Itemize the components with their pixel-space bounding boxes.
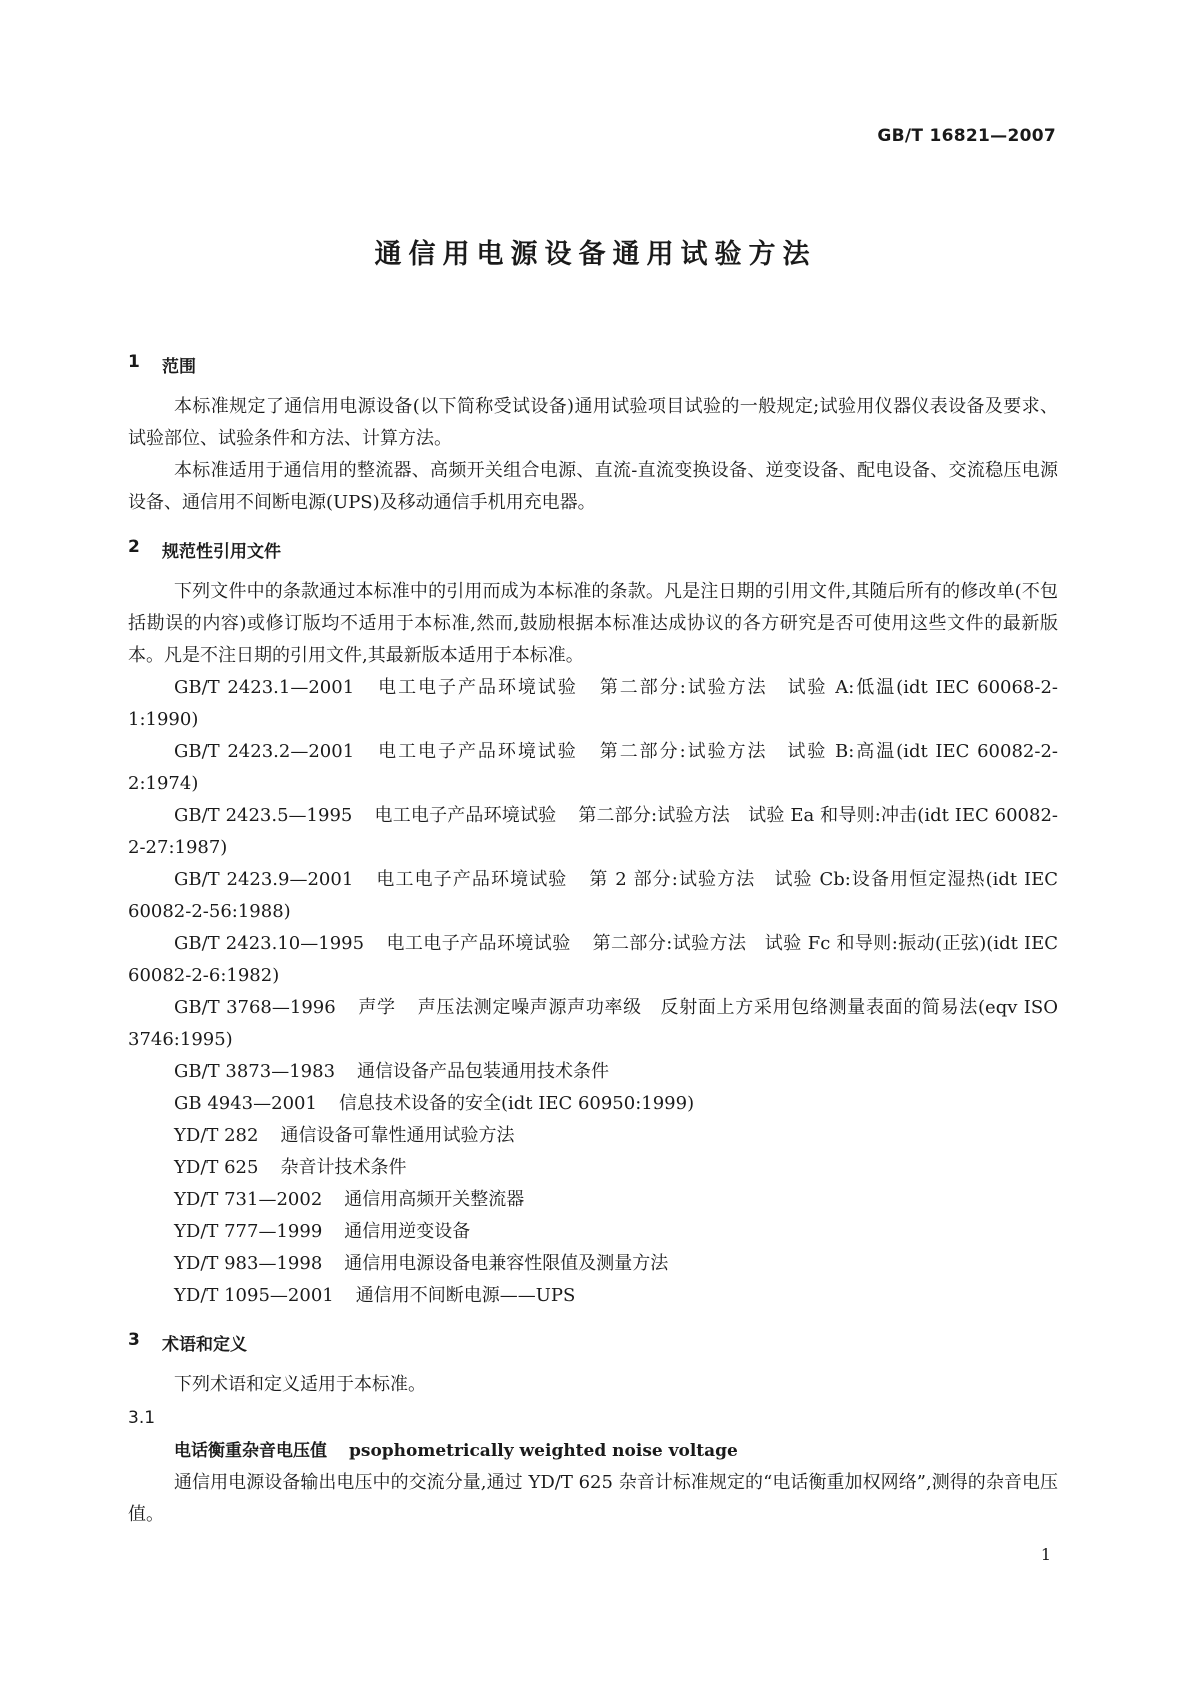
section-number: 1 bbox=[128, 352, 140, 372]
section-title: 术语和定义 bbox=[162, 1335, 247, 1355]
reference-code: YD/T 1095—2001 bbox=[174, 1285, 334, 1306]
reference-code: GB/T 3873—1983 bbox=[174, 1061, 336, 1082]
section-heading-normative bbox=[128, 537, 1058, 562]
section-number: 2 bbox=[128, 537, 140, 557]
reference-title: 通信用高频开关整流器 bbox=[344, 1189, 525, 1210]
reference-item bbox=[128, 800, 1058, 864]
term-entry bbox=[128, 1435, 1058, 1467]
reference-title: 电工电子产品环境试验 bbox=[376, 741, 578, 762]
reference-item bbox=[128, 1088, 1058, 1120]
reference-item bbox=[128, 1248, 1058, 1280]
reference-title: 杂音计技术条件 bbox=[280, 1157, 407, 1178]
reference-code: YD/T 282 bbox=[174, 1125, 259, 1146]
reference-code: GB/T 3768—1996 bbox=[174, 997, 336, 1018]
reference-title: 电工电子产品环境试验 bbox=[386, 933, 571, 954]
reference-item bbox=[128, 1120, 1058, 1152]
reference-item bbox=[128, 864, 1058, 928]
reference-item bbox=[128, 1152, 1058, 1184]
section-heading-terms bbox=[128, 1330, 1058, 1355]
reference-code: GB/T 2423.10—1995 bbox=[174, 933, 365, 954]
normative-intro: 下列文件中的条款通过本标准中的引用而成为本标准的条款。凡是注日期的引用文件,其随后所有的修改单(不包括勘误的内容)或修订版均不适用于本标准,然而,鼓励根据本标准达成协议的各方研究是否可使用这些文件的最新版本。凡是不注日期的引用文件,其最新版本适用于本标准。 bbox=[128, 581, 1058, 666]
reference-title: 电工电子产品环境试验 bbox=[375, 869, 568, 890]
reference-item bbox=[128, 928, 1058, 992]
section-title: 范围 bbox=[162, 357, 196, 377]
reference-item bbox=[128, 1184, 1058, 1216]
reference-item bbox=[128, 736, 1058, 800]
reference-detail: 第二部分:试验方法 试验 Fc 和导则:振动(正弦)(idt IEC 60082-2-6:1982) bbox=[128, 933, 1058, 986]
term-definition: 通信用电源设备输出电压中的交流分量,通过 YD/T 625 杂音计标准规定的“电话衡重加权网络”,测得的杂音电压值。 bbox=[128, 1472, 1058, 1525]
document-body bbox=[128, 340, 1058, 1531]
reference-title: 通信设备产品包装通用技术条件 bbox=[357, 1061, 610, 1082]
reference-code: GB 4943—2001 bbox=[174, 1093, 317, 1114]
terms-intro: 下列术语和定义适用于本标准。 bbox=[174, 1374, 426, 1395]
reference-detail: 第二部分:试验方法 试验 Ea 和导则:冲击(idt IEC 60082-2-27:1987) bbox=[128, 805, 1058, 858]
reference-code: YD/T 625 bbox=[174, 1157, 259, 1178]
reference-detail: 第 2 部分:试验方法 试验 Cb:设备用恒定湿热(idt IEC 60082-2-56:1988) bbox=[128, 869, 1058, 922]
reference-item bbox=[128, 992, 1058, 1056]
reference-code: GB/T 2423.9—2001 bbox=[174, 869, 354, 890]
reference-code: GB/T 2423.5—1995 bbox=[174, 805, 353, 826]
term-chinese: 电话衡重杂音电压值 bbox=[174, 1441, 327, 1461]
section-number: 3 bbox=[128, 1330, 140, 1350]
reference-detail: 第二部分:试验方法 试验 B:高温(idt IEC 60082-2-2:1974) bbox=[128, 741, 1058, 794]
reference-code: GB/T 2423.1—2001 bbox=[174, 677, 355, 698]
page-number: 1 bbox=[1040, 1545, 1051, 1564]
reference-code: YD/T 983—1998 bbox=[174, 1253, 323, 1274]
reference-code: GB/T 2423.2—2001 bbox=[174, 741, 355, 762]
reference-item bbox=[128, 1280, 1058, 1312]
reference-title: 通信用电源设备电兼容性限值及测量方法 bbox=[344, 1253, 669, 1274]
reference-item bbox=[128, 1056, 1058, 1088]
reference-title: 声学 bbox=[357, 997, 396, 1018]
reference-title: 信息技术设备的安全(idt IEC 60950:1999) bbox=[338, 1093, 695, 1114]
clause-number: 3.1 bbox=[128, 1408, 156, 1428]
reference-item bbox=[128, 1216, 1058, 1248]
standard-number: GB/T 16821—2007 bbox=[877, 126, 1056, 146]
reference-title: 通信用不间断电源——UPS bbox=[355, 1285, 576, 1306]
section-heading-scope bbox=[128, 352, 1058, 377]
section-title: 规范性引用文件 bbox=[162, 542, 281, 562]
reference-code: YD/T 731—2002 bbox=[174, 1189, 323, 1210]
reference-item bbox=[128, 672, 1058, 736]
reference-title: 电工电子产品环境试验 bbox=[376, 677, 578, 698]
reference-title: 通信用逆变设备 bbox=[344, 1221, 471, 1242]
page-title: 通信用电源设备通用试验方法 bbox=[374, 239, 817, 270]
reference-detail: 第二部分:试验方法 试验 A:低温(idt IEC 60068-2-1:1990) bbox=[128, 677, 1058, 730]
scope-paragraph: 本标准适用于通信用的整流器、高频开关组合电源、直流-直流变换设备、逆变设备、配电设备、交流稳压电源设备、通信用不间断电源(UPS)及移动通信手机用充电器。 bbox=[128, 460, 1058, 513]
term-english: psophometrically weighted noise voltage bbox=[349, 1441, 738, 1461]
reference-title: 电工电子产品环境试验 bbox=[374, 805, 557, 826]
reference-title: 通信设备可靠性通用试验方法 bbox=[280, 1125, 515, 1146]
reference-detail: 声压法测定噪声源声功率级 反射面上方采用包络测量表面的简易法(eqv ISO 3746:1995) bbox=[128, 997, 1058, 1050]
scope-paragraph: 本标准规定了通信用电源设备(以下简称受试设备)通用试验项目试验的一般规定;试验用仪器仪表设备及要求、试验部位、试验条件和方法、计算方法。 bbox=[128, 396, 1058, 449]
reference-code: YD/T 777—1999 bbox=[174, 1221, 323, 1242]
reference-list bbox=[128, 672, 1058, 1312]
